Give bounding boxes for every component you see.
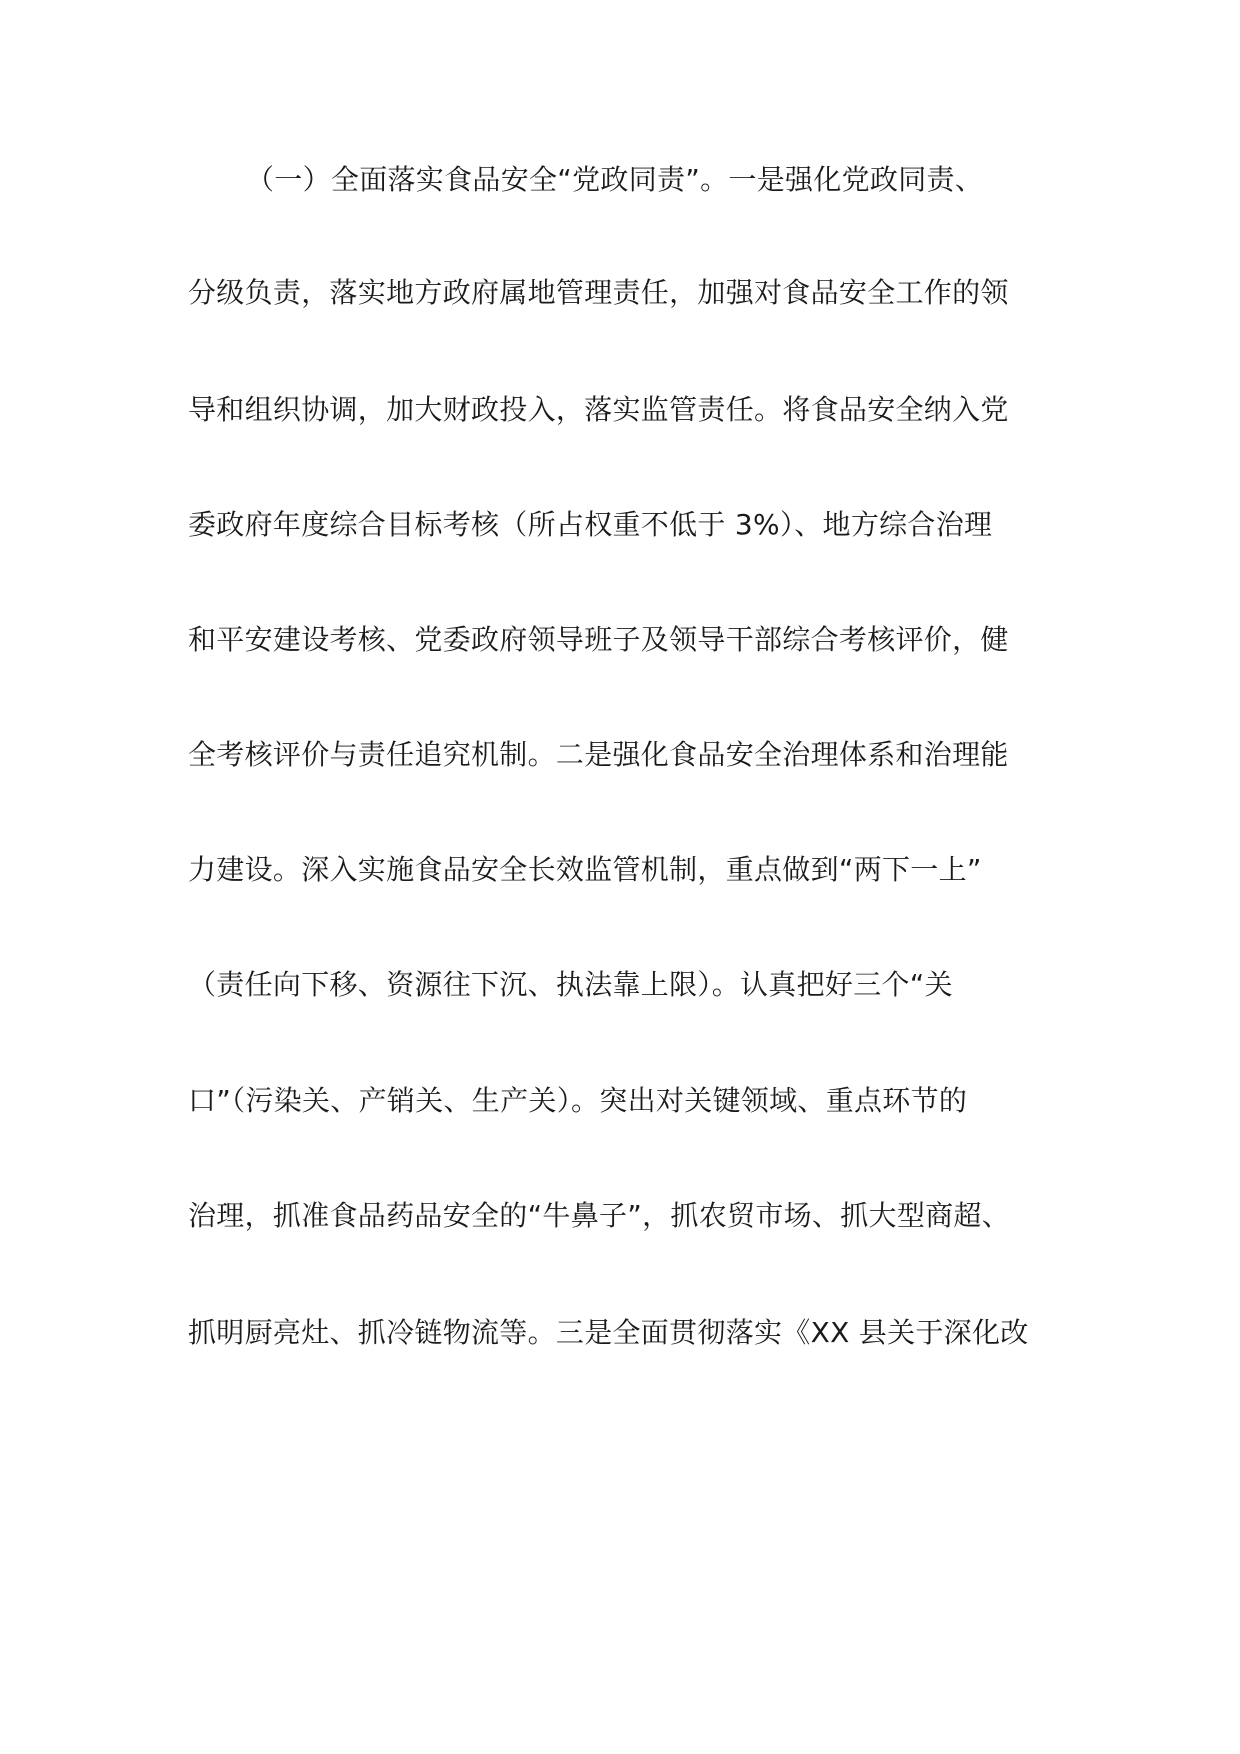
paragraph-line: （一）全面落实食品安全“党政同责”。一是强化党政同责、 xyxy=(246,163,984,196)
paragraph-line: 导和组织协调，加大财政投入，落实监管责任。将食品安全纳入党 xyxy=(188,393,1009,426)
paragraph-line: （责任向下移、资源往下沉、执法靠上限）。认真把好三个“关 xyxy=(188,968,953,1001)
paragraph-line: 口”（污染关、产销关、生产关）。突出对关键领域、重点环节的 xyxy=(188,1084,968,1117)
paragraph-line: 全考核评价与责任追究机制。二是强化食品安全治理体系和治理能 xyxy=(188,738,1009,771)
paragraph-line: 委政府年度综合目标考核（所占权重不低于 3%）、地方综合治理 xyxy=(188,508,993,541)
paragraph-line: 力建设。深入实施食品安全长效监管机制，重点做到“两下一上” xyxy=(188,853,982,886)
paragraph-line: 治理，抓准食品药品安全的“牛鼻子”，抓农贸市场、抓大型商超、 xyxy=(188,1199,1011,1232)
paragraph-line: 抓明厨亮灶、抓冷链物流等。三是全面贯彻落实《XX 县关于深化改 xyxy=(188,1316,1029,1349)
paragraph-line: 和平安建设考核、党委政府领导班子及领导干部综合考核评价，健 xyxy=(188,623,1009,656)
paragraph-line: 分级负责，落实地方政府属地管理责任，加强对食品安全工作的领 xyxy=(188,276,1009,309)
